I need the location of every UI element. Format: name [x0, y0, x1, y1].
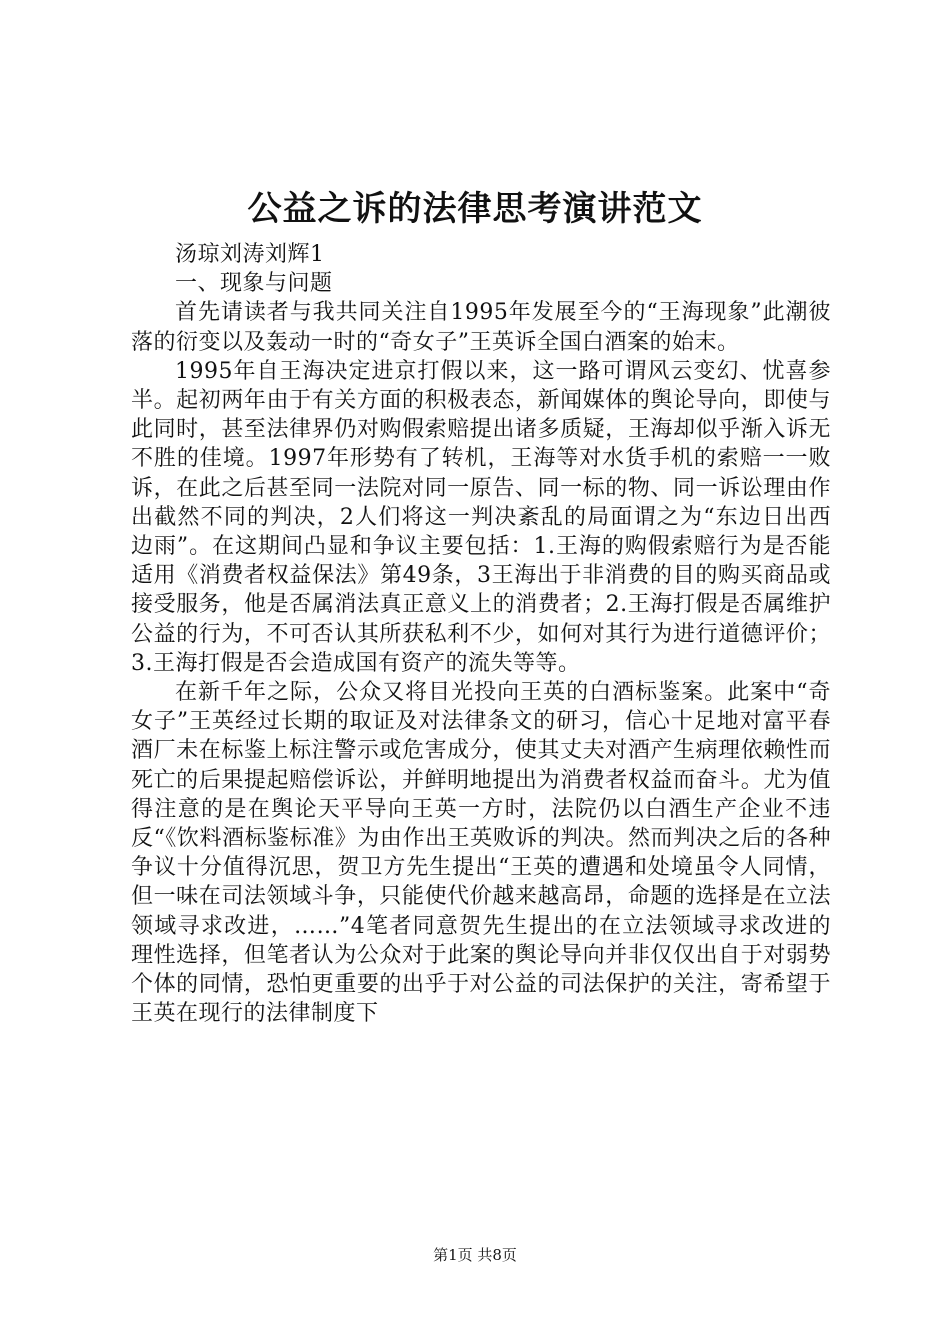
document-body — [131, 240, 831, 1028]
author-line: 汤琼刘涛刘辉1 — [175, 242, 325, 267]
page-number: 第1页 共8页 — [433, 1246, 517, 1264]
paragraph-3: 在新千年之际，公众又将目光投向王英的白酒标鉴案。此案中“奇女子”王英经过长期的取证及对法律条文的研习，信心十足地对富平春酒厂未在标鉴上标注警示或危害成分，使其丈夫对酒产生病理依赖性而死亡的后果提起赔偿诉讼，并鲜明地提出为消费者权益而奋斗。尤为值得注意的是在舆论天平导向王英一方时，法院仍以白酒生产企业不违反“《饮料酒标鉴标准》为由作出王英败诉的判决。然而判决之后的各种争议十分值得沉思，贺卫方先生提出“王英的遭遇和处境虽令人同情，但一味在司法领域斗争，只能使代价越来越高昂，命题的选择是在立法领域寻求改进，……”4笔者同意贺先生提出的在立法领域寻求改进的理性选择，但笔者认为公众对于此案的舆论导向并非仅仅出自于对弱势个体的同情，恐怕更重要的出乎于对公益的司法保护的关注，寄希望于王英在现行的法律制度下 — [131, 680, 831, 1027]
section-heading: 一、现象与问题 — [175, 271, 333, 297]
document-title: 公益之诉的法律思考演讲范文 — [247, 189, 703, 229]
paragraph-2: 1995年自王海决定进京打假以来，这一路可谓风云变幻、忧喜参半。起初两年由于有关方面的积极表态，新闻媒体的舆论导向，即使与此同时，甚至法律界仍对购假索赔提出诸多质疑，王海却似乎渐入诉无不胜的佳境。1997年形势有了转机，王海等对水货手机的索赔一一败诉，在此之后甚至同一法院对同一原告、同一标的物、同一诉讼理由作出截然不同的判决，2人们将这一判决紊乱的局面谓之为“东边日出西边雨”。在这期间凸显和争议主要包括：1.王海的购假索赔行为是否能适用《消费者权益保法》第49条，3王海出于非消费的目的购买商品或接受服务，他是否属消法真正意义上的消费者；2.王海打假是否属维护公益的行为，不可否认其所获私利不少，如何对其行为进行道德评价；3.王海打假是否会造成国有资产的流失等等。 — [131, 358, 831, 676]
paragraph-1: 首先请读者与我共同关注自1995年发展至今的“王海现象”此潮彼落的衍变以及轰动一时的“奇女子”王英诉全国白酒案的始末。 — [131, 300, 831, 355]
page-footer — [0, 1245, 950, 1265]
